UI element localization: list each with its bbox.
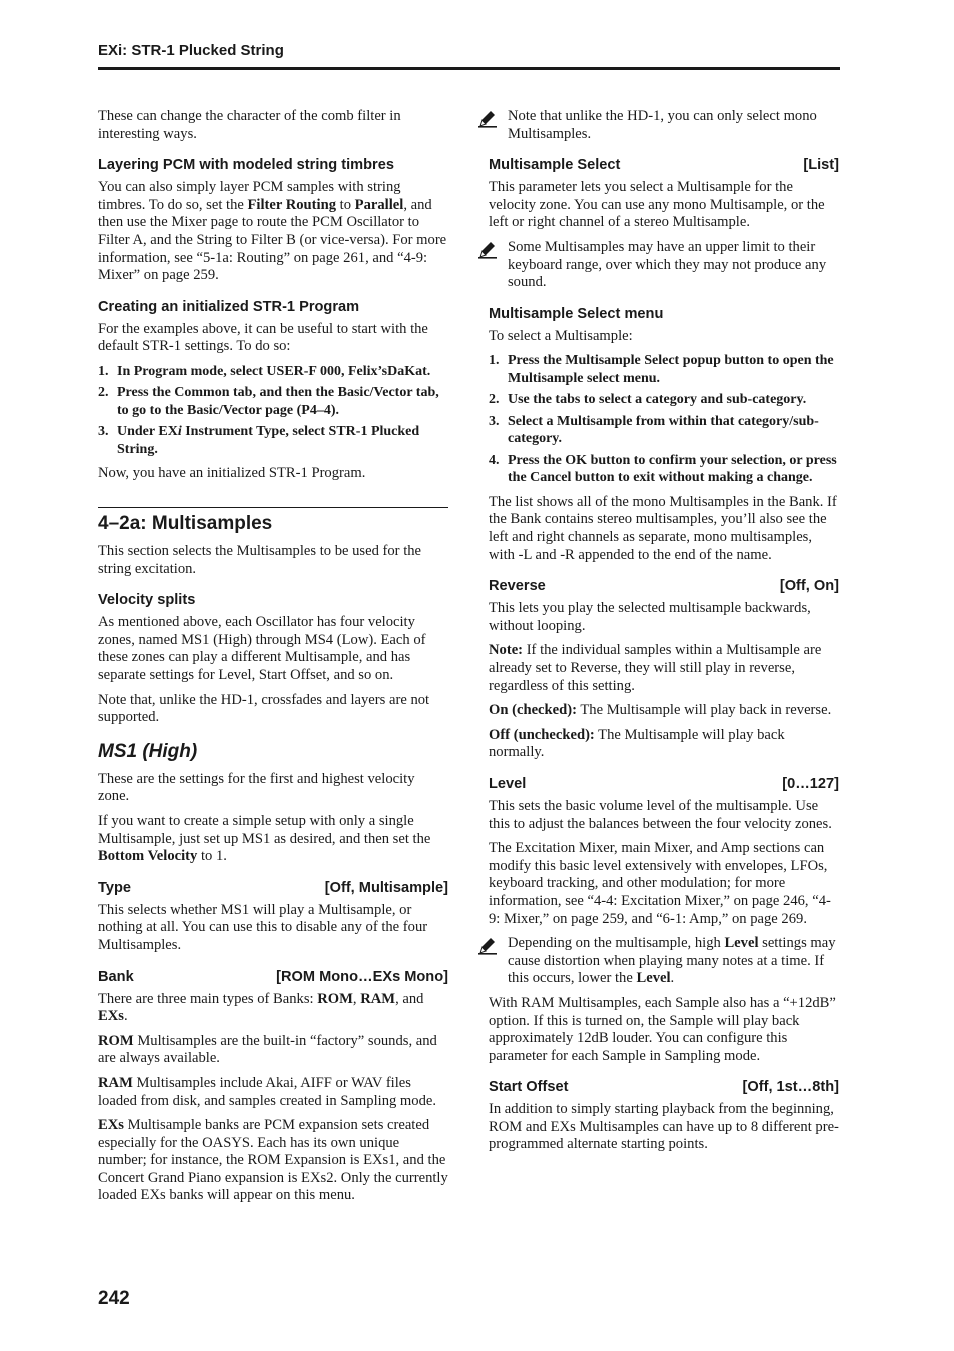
left-column [98, 108, 448, 1212]
pencil-note-icon [478, 935, 508, 988]
filter-routing-term: Filter Routing [247, 196, 337, 213]
running-header: EXi: STR-1 Plucked String [98, 42, 284, 59]
intro-paragraph: These can change the character of the comb filter in interesting ways. [98, 108, 401, 142]
bank-parameter-heading: Bank [ROM Mono…EXs Mono] [98, 968, 448, 985]
velocity-paragraph-1: As mentioned above, each Oscillator has four velocity zones, named MS1 (High) through MS4 (Low). Each of these zones can play a different Multisample, and has separate settings for Level, Start Offset, and so on. [98, 614, 426, 683]
ms1-heading: MS1 (High) [98, 740, 198, 762]
list-item: 3. Under EXi Instrument Type, select STR-1 Plucked String. [98, 424, 420, 457]
note-level-distortion: Depending on the multisample, high Level settings may cause distortion when playing many notes at a time. If this occurs, lower the Level. [478, 935, 839, 988]
header-rule [98, 67, 840, 70]
level-paragraph-3: With RAM Multisamples, each Sample also has a “+12dB” option. If this is turned on, the Sample will play back approximately 12dB louder. You can configure this parameter for each Sample in Sampling mode. [489, 994, 836, 1064]
creating-paragraph: For the examples above, it can be useful to start with the default STR-1 settings. To do so: [98, 320, 428, 355]
note-mono-only: Note that unlike the HD-1, you can only select mono Multisamples. [478, 108, 839, 143]
list-item: 4. Press the OK button to confirm your selection, or press the Cancel button to exit without making a change. [489, 452, 837, 486]
ms1-paragraph-1: These are the settings for the first and highest velocity zone. [98, 770, 415, 805]
bank-rom-paragraph: ROM Multisamples are the built-in “factory” sounds, and are always available. [98, 1032, 437, 1067]
creating-heading: Creating an initialized STR-1 Program [98, 298, 360, 315]
multisample-select-paragraph: This parameter lets you select a Multisample for the velocity zone. You can use any mono Multisample, or the left or right channel of a stereo Multisample. [489, 179, 825, 231]
creating-steps [98, 363, 448, 459]
start-offset-parameter-heading: Start Offset [Off, 1st…8th] [489, 1079, 839, 1096]
level-parameter-heading: Level [0…127] [489, 775, 839, 792]
multisample-select-parameter-heading: Multisample Select [List] [489, 157, 839, 174]
start-offset-paragraph: In addition to simply starting playback from the beginning, ROM and EXs Multisamples can have up to 8 different pre-programmed alternate starting points. [489, 1101, 839, 1153]
bank-paragraph-1: There are three main types of Banks: ROM, RAM, and EXs. [98, 990, 424, 1025]
multisamples-paragraph: This section selects the Multisamples to be used for the string excitation. [98, 543, 422, 577]
bank-ram-paragraph: RAM Multisamples include Akai, AIFF or WAV files loaded from disk, and samples created in Sampling mode. [98, 1074, 437, 1109]
level-paragraph-2: The Excitation Mixer, main Mixer, and Amp sections can modify this basic level extensively with envelopes, LFOs, keyboard tracking, and other modulation; for more information, see “4-4: Excitation Mixer,” on page 246, “4-9: Mixer,” on page 259, and “6-1: Amp,” on page 269. [489, 840, 831, 927]
multisample-select-menu-heading: Multisample Select menu [489, 305, 664, 322]
multisamples-section-heading: 4–2a: Multisamples [98, 507, 448, 535]
type-paragraph: This selects whether MS1 will play a Multisample, or nothing at all. You can use this to disable any of the four Multisamples. [98, 901, 428, 953]
type-parameter-heading: Type [Off, Multisample] [98, 879, 448, 896]
list-item: 1. In Program mode, select USER-F 000, Felix’sDaKat. [98, 363, 431, 379]
layering-paragraph: You can also simply layer PCM samples with string timbres. To do so, set the Filter Routing to Parallel, and then use the Mixer page to route the PCM Oscillator to Filter A, and the String to Filter B (or vice-versa). For more information, see “5-1a: Routing” on page 261, and “4-9: Mixer” on page 259. [98, 179, 447, 284]
list-item: 2. Use the tabs to select a category and sub-category. [489, 392, 807, 408]
reverse-on: On (checked): The Multisample will play back in reverse. [489, 702, 832, 719]
velocity-paragraph-2: Note that, unlike the HD-1, crossfades and layers are not supported. [98, 691, 430, 726]
reverse-note: Note: If the individual samples within a Multisample are already set to Reverse, they will still play in reverse, regardless of this setting. [489, 642, 822, 694]
multisample-select-menu-paragraph: To select a Multisample: [489, 327, 633, 344]
list-item: 3. Select a Multisample from within that category/sub-category. [489, 413, 819, 447]
list-item: 1. Press the Multisample Select popup button to open the Multisample select menu. [489, 353, 834, 386]
layering-heading: Layering PCM with modeled string timbres [98, 157, 394, 174]
bottom-velocity-term: Bottom Velocity [98, 848, 198, 865]
right-column [489, 108, 839, 1161]
creating-after: Now, you have an initialized STR-1 Program. [98, 465, 366, 482]
list-item: 2. Press the Common tab, and then the Basic/Vector tab, to go to the Basic/Vector page (P4–4). [98, 385, 439, 418]
ms1-paragraph-2: If you want to create a simple setup with only a single Multisample, just set up MS1 as desired, and then set the Bottom Velocity to 1. [98, 812, 431, 865]
parallel-term: Parallel [354, 196, 404, 213]
bank-exs-paragraph: EXs Multisample banks are PCM expansion sets created especially for the OASYS. Each has its own unique number; for instance, the ROM Expansion is EXs1, and the Concert Grand Piano expansion is EXs2. Only the currently loaded EXs banks will appear on this menu. [98, 1117, 448, 1204]
pencil-note-icon [478, 108, 508, 143]
level-paragraph-1: This sets the basic volume level of the multisample. Use this to adjust the balances between the four velocity zones. [489, 797, 832, 832]
reverse-off: Off (unchecked): The Multisample will play back normally. [489, 726, 785, 761]
page-number: 242 [98, 1288, 130, 1309]
reverse-parameter-heading: Reverse [Off, On] [489, 578, 839, 595]
reverse-paragraph: This lets you play the selected multisample backwards, without looping. [489, 600, 811, 634]
multisample-select-steps [489, 352, 839, 487]
multisample-list-paragraph: The list shows all of the mono Multisamples in the Bank. If the Bank contains stereo multisamples, you’ll also see the left and right channels as separate, mono multisamples, with -L and -R appended to the end of the name. [489, 493, 837, 563]
pencil-note-icon [478, 239, 508, 292]
note-upper-limit: Some Multisamples may have an upper limit to their keyboard range, over which they may not produce any sound. [478, 239, 839, 292]
velocity-heading: Velocity splits [98, 592, 196, 609]
